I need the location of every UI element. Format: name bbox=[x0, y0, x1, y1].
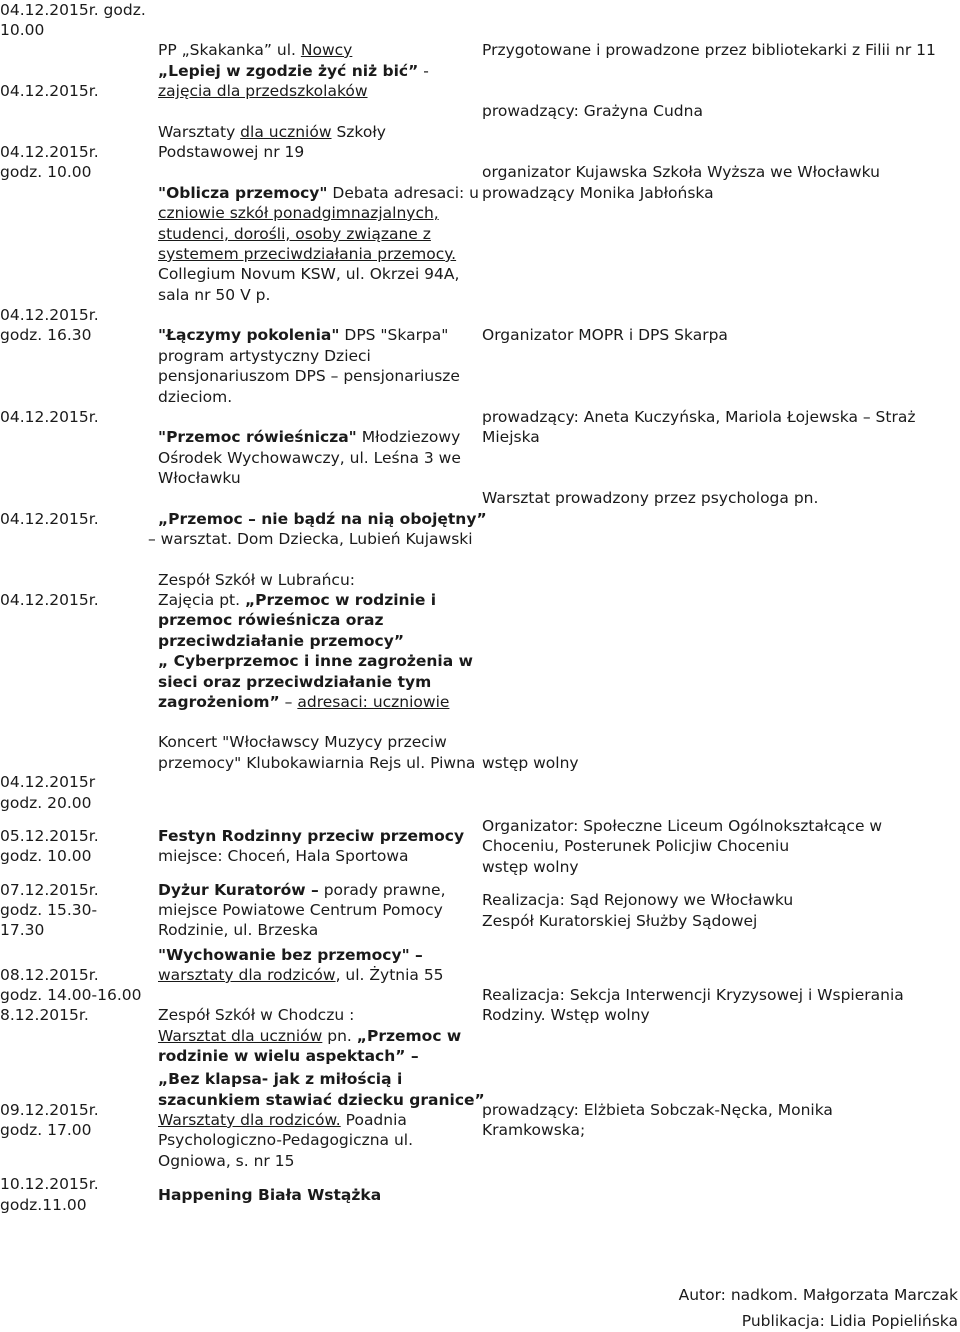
author-credit: Autor: nadkom. Małgorzata Marczak bbox=[678, 1286, 958, 1304]
event-line: czniowie szkół ponadgimnazjalnych, bbox=[158, 204, 439, 222]
date-line: godz. 14.00-16.00 bbox=[0, 986, 142, 1004]
event-line: Warsztaty dla uczniów Szkoły bbox=[158, 123, 386, 141]
date-line: 04.12.2015r bbox=[0, 773, 96, 791]
organizer-line: Choceniu, Posterunek Policjiw Choceniu bbox=[482, 837, 790, 855]
event-line: „Bez klapsa- jak z miłością i bbox=[158, 1070, 403, 1088]
event-line: zajęcia dla przedszkolaków bbox=[158, 82, 368, 100]
organizer-line: organizator Kujawska Szkoła Wyższa we Włocławku bbox=[482, 163, 880, 181]
organizer-line: prowadzący: Elżbieta Sobczak-Nęcka, Monika bbox=[482, 1101, 833, 1119]
date-line: godz. 20.00 bbox=[0, 794, 92, 812]
date-line: 04.12.2015r. bbox=[0, 306, 99, 324]
event-line: pensjonariuszom DPS – pensjonariusze bbox=[158, 367, 460, 385]
publication-credit: Publikacja: Lidia Popielińska bbox=[741, 1312, 958, 1330]
date-line: godz. 10.00 bbox=[0, 847, 92, 865]
event-line: „Lepiej w zgodzie żyć niż bić” - bbox=[158, 62, 429, 80]
event-line: „Przemoc – nie bądź na nią obojętny” bbox=[158, 510, 487, 528]
organizer-line: Miejska bbox=[482, 428, 540, 446]
event-line: dzieciom. bbox=[158, 388, 233, 406]
event-line: sieci oraz przeciwdziałanie tym bbox=[158, 673, 432, 691]
organizer-line: Rodziny. Wstęp wolny bbox=[482, 1006, 650, 1024]
date-line: godz. 17.00 bbox=[0, 1121, 92, 1139]
date-line: 04.12.2015r. bbox=[0, 510, 99, 528]
date-line: godz.11.00 bbox=[0, 1196, 87, 1214]
event-line: Happening Biała Wstążka bbox=[158, 1186, 382, 1204]
event-line: Psychologiczno-Pedagogiczna ul. bbox=[158, 1131, 414, 1149]
date-line: godz. 15.30- bbox=[0, 901, 98, 919]
event-line: Collegium Novum KSW, ul. Okrzei 94A, bbox=[158, 265, 460, 283]
date-line: godz. 10.00 bbox=[0, 163, 92, 181]
event-line: Zespół Szkół w Chodczu : bbox=[158, 1006, 355, 1024]
event-line: Koncert "Włocławscy Muzycy przeciw bbox=[158, 733, 447, 751]
event-line: Zajęcia pt. „Przemoc w rodzinie i bbox=[158, 591, 437, 609]
date-line: 04.12.2015r. bbox=[0, 408, 99, 426]
date-line: godz. 16.30 bbox=[0, 326, 92, 344]
date-line: 05.12.2015r. bbox=[0, 827, 99, 845]
date-line: 17.30 bbox=[0, 921, 45, 939]
event-line: Ogniowa, s. nr 15 bbox=[158, 1152, 295, 1170]
date-line: 04.12.2015r. bbox=[0, 82, 99, 100]
event-line: sala nr 50 V p. bbox=[158, 286, 271, 304]
organizer-line: Organizator MOPR i DPS Skarpa bbox=[482, 326, 728, 344]
organizer-line: wstęp wolny bbox=[482, 754, 579, 772]
event-line: "Łączymy pokolenia" DPS "Skarpa" bbox=[158, 326, 449, 344]
date-line: 10.00 bbox=[0, 21, 45, 39]
date-line: 10.12.2015r. bbox=[0, 1175, 99, 1193]
organizer-line: Realizacja: Sekcja Interwencji Kryzysowej i Wspierania bbox=[482, 986, 904, 1004]
date-line: 09.12.2015r. bbox=[0, 1101, 99, 1119]
event-line: zagrożeniom” – adresaci: uczniowie bbox=[158, 693, 450, 711]
date-line: 8.12.2015r. bbox=[0, 1006, 89, 1024]
organizer-line: prowadzący: Grażyna Cudna bbox=[482, 102, 703, 120]
organizer-line: Organizator: Społeczne Liceum Ogólnokształcące w bbox=[482, 817, 883, 835]
event-line: „ Cyberprzemoc i inne zagrożenia w bbox=[158, 652, 473, 670]
date-line: 04.12.2015r. godz. bbox=[0, 1, 146, 19]
event-line: Ośrodek Wychowawczy, ul. Leśna 3 we bbox=[158, 449, 461, 467]
organizer-line: prowadzący: Aneta Kuczyńska, Mariola Łojewska – Straż bbox=[482, 408, 916, 426]
event-line: przemocy" Klubokawiarnia Rejs ul. Piwna bbox=[158, 754, 476, 772]
organizer-line: prowadzący Monika Jabłońska bbox=[482, 184, 714, 202]
event-line: Warsztaty dla rodziców. Poadnia bbox=[158, 1111, 407, 1129]
organizer-line: Zespół Kuratorskiej Służby Sądowej bbox=[482, 912, 758, 930]
event-line: Włocławku bbox=[158, 469, 241, 487]
event-line: rodzinie w wielu aspektach” – bbox=[158, 1047, 419, 1065]
date-line: 04.12.2015r. bbox=[0, 143, 99, 161]
event-line: PP „Skakanka” ul. Nowcy bbox=[158, 41, 353, 59]
event-line: Rodzinie, ul. Brzeska bbox=[158, 921, 319, 939]
event-line: studenci, dorośli, osoby związane z bbox=[158, 225, 431, 243]
event-line: Dyżur Kuratorów – porady prawne, bbox=[158, 881, 446, 899]
organizer-line: Realizacja: Sąd Rejonowy we Włocławku bbox=[482, 891, 794, 909]
event-line: Zespół Szkół w Lubrańcu: bbox=[158, 571, 355, 589]
date-line: 07.12.2015r. bbox=[0, 881, 99, 899]
event-line: "Przemoc rówieśnicza" Młodziezowy bbox=[158, 428, 461, 446]
event-line: Warsztat dla uczniów pn. „Przemoc w bbox=[158, 1027, 462, 1045]
organizer-line: Warsztat prowadzony przez psychologa pn. bbox=[482, 489, 819, 507]
event-line: program artystyczny Dzieci bbox=[158, 347, 371, 365]
event-line: "Wychowanie bez przemocy" – bbox=[158, 946, 423, 964]
event-line: przeciwdziałanie przemocy” bbox=[158, 632, 405, 650]
event-line: miejsce Powiatowe Centrum Pomocy bbox=[158, 901, 443, 919]
event-line: – warsztat. Dom Dziecka, Lubień Kujawski bbox=[148, 530, 473, 548]
organizer-line: Przygotowane i prowadzone przez bibliotekarki z Filii nr 11 bbox=[482, 41, 936, 59]
event-line: przemoc rówieśnicza oraz bbox=[158, 611, 384, 629]
event-line: Podstawowej nr 19 bbox=[158, 143, 305, 161]
event-line: miejsce: Choceń, Hala Sportowa bbox=[158, 847, 409, 865]
event-line: systemem przeciwdziałania przemocy. bbox=[158, 245, 457, 263]
date-line: 04.12.2015r. bbox=[0, 591, 99, 609]
event-line: szacunkiem stawiać dziecku granice” bbox=[158, 1091, 485, 1109]
event-line: Festyn Rodzinny przeciw przemocy bbox=[158, 827, 465, 845]
organizer-line: wstęp wolny bbox=[482, 858, 579, 876]
date-line: 08.12.2015r. bbox=[0, 966, 99, 984]
organizer-line: Kramkowska; bbox=[482, 1121, 586, 1139]
event-line: "Oblicza przemocy" Debata adresaci: u bbox=[158, 184, 480, 202]
event-line: warsztaty dla rodziców, ul. Żytnia 55 bbox=[158, 966, 444, 984]
